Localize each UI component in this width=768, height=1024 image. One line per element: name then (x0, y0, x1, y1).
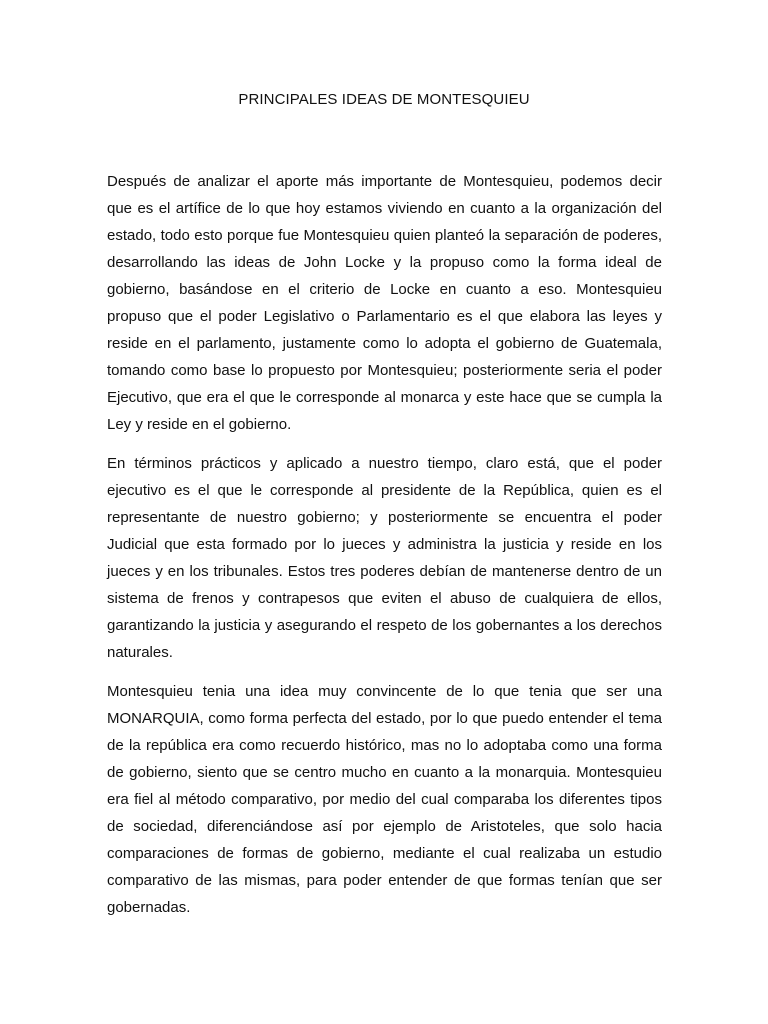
text-line: representante de nuestro gobierno; y posteriormente se encuentra el poder (107, 509, 662, 526)
text-line: estado, todo esto porque fue Montesquieu quien planteó la separación de poderes, (107, 227, 662, 244)
text-line: En términos prácticos y aplicado a nuestro tiempo, claro está, que el poder (107, 455, 662, 472)
paragraph-1 (107, 168, 662, 438)
paragraph-3 (107, 678, 662, 921)
text-line: reside en el parlamento, justamente como lo adopta el gobierno de Guatemala, (107, 335, 662, 352)
text-line: Montesquieu tenia una idea muy convincente de lo que tenia que ser una (107, 683, 662, 700)
text-line: tomando como base lo propuesto por Montesquieu; posteriormente seria el poder (107, 362, 662, 379)
document-body (107, 168, 662, 921)
text-line: Después de analizar el aporte más importante de Montesquieu, podemos decir (107, 173, 662, 190)
text-line: ejecutivo es el que le corresponde al presidente de la República, quien es el (107, 482, 662, 499)
text-line: desarrollando las ideas de John Locke y la propuso como la forma ideal de (107, 254, 662, 271)
text-line: Ley y reside en el gobierno. (107, 416, 292, 433)
text-line: propuso que el poder Legislativo o Parlamentario es el que elabora las leyes y (107, 308, 662, 325)
text-line: jueces y en los tribunales. Estos tres poderes debían de mantenerse dentro de un (107, 563, 662, 580)
text-line: era fiel al método comparativo, por medio del cual comparaba los diferentes tipos (107, 791, 662, 808)
text-line: sistema de frenos y contrapesos que eviten el abuso de cualquiera de ellos, (107, 590, 662, 607)
paragraph-2 (107, 450, 662, 666)
text-line: garantizando la justicia y asegurando el respeto de los gobernantes a los derechos (107, 617, 662, 634)
text-line: de la república era como recuerdo histórico, mas no lo adoptaba como una forma (107, 737, 662, 754)
document-title: PRINCIPALES IDEAS DE MONTESQUIEU (238, 91, 530, 108)
text-line: comparaciones de formas de gobierno, mediante el cual realizaba un estudio (107, 845, 662, 862)
text-line: que es el artífice de lo que hoy estamos viviendo en cuanto a la organización del (107, 200, 662, 217)
text-line: de gobierno, siento que se centro mucho en cuanto a la monarquia. Montesquieu (107, 764, 662, 781)
text-line: comparativo de las mismas, para poder entender de que formas tenían que ser (107, 872, 662, 889)
text-line: de sociedad, diferenciándose así por ejemplo de Aristoteles, que solo hacia (107, 818, 662, 835)
text-line: Judicial que esta formado por lo jueces y administra la justicia y reside en los (107, 536, 662, 553)
text-line: Ejecutivo, que era el que le corresponde al monarca y este hace que se cumpla la (107, 389, 662, 406)
text-line: gobernadas. (107, 899, 191, 916)
text-line: gobierno, basándose en el criterio de Locke en cuanto a eso. Montesquieu (107, 281, 662, 298)
text-line: MONARQUIA, como forma perfecta del estado, por lo que puedo entender el tema (107, 710, 662, 727)
text-line: naturales. (107, 644, 173, 661)
